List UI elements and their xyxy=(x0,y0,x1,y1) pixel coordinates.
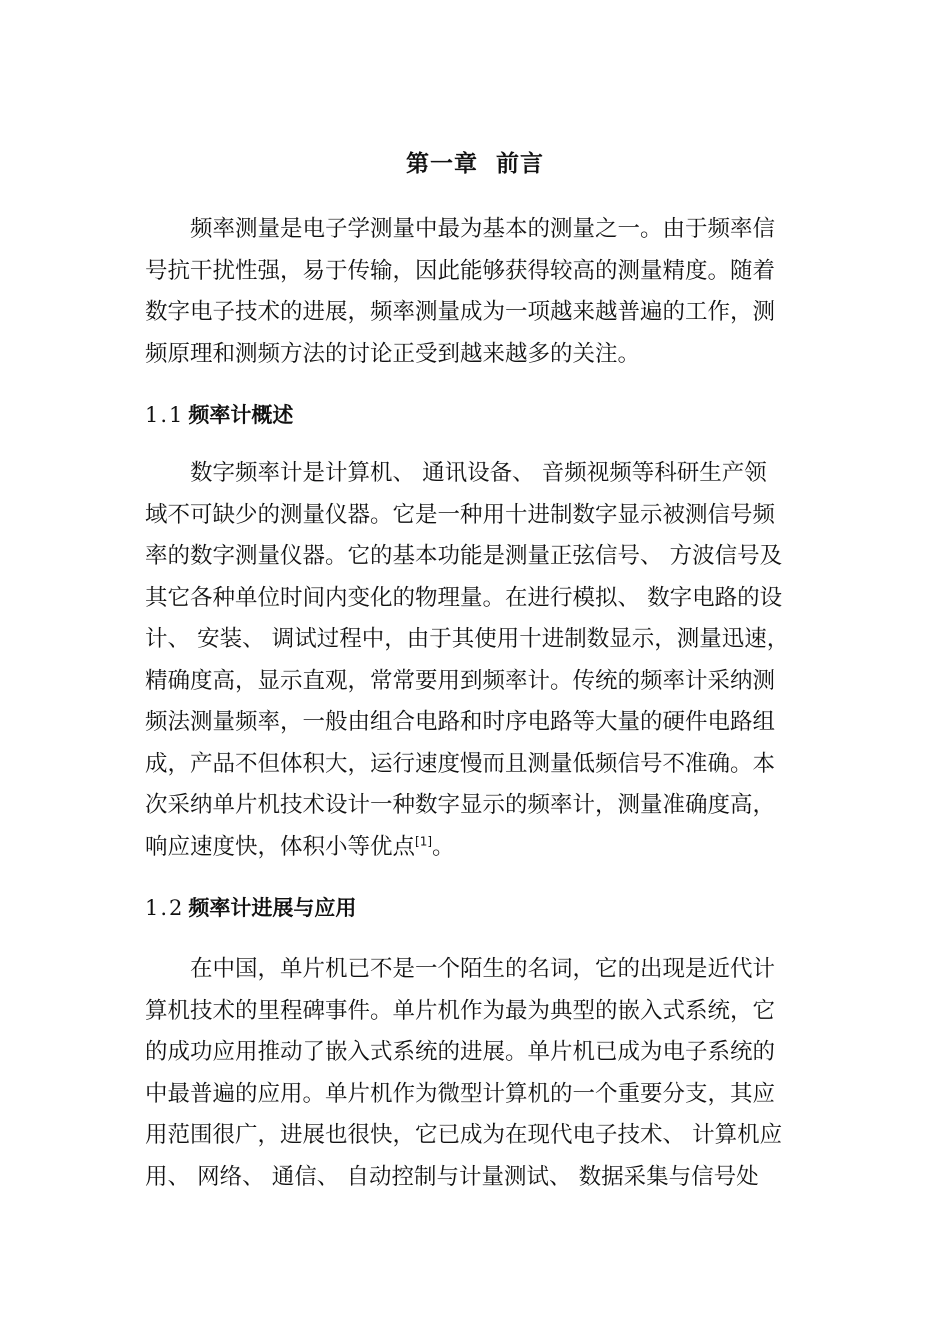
section-title: 频率计进展与应用 xyxy=(188,896,357,920)
paragraph-line: 次采纳单片机技术设计一种数字显示的频率计，测量准确度高， xyxy=(145,792,776,818)
section-1-2-paragraph xyxy=(145,949,810,1198)
section-title: 频率计概述 xyxy=(188,403,294,427)
paragraph-line: 频法测量频率，一般由组合电路和时序电路等大量的硬件电路组 xyxy=(145,709,776,735)
paragraph-line: 成，产品不但体积大，运行速度慢而且测量低频信号不准确。本 xyxy=(145,750,776,777)
line-end: 。 xyxy=(432,833,455,860)
paragraph-line: 频率测量是电子学测量中最为基本的测量之一。由于频率信 xyxy=(190,216,776,242)
paragraph-line: 计、 安装、 调试过程中，由于其使用十进制数显示，测量迅速， xyxy=(145,626,790,652)
paragraph-line: 在中国，单片机已不是一个陌生的名词，它的出现是近代计 xyxy=(190,956,776,982)
section-heading-1-2 xyxy=(145,891,356,925)
paragraph-line: 数字电子技术的进展，频率测量成为一项越来越普遍的工作，测 xyxy=(145,299,776,325)
line-text: 响应速度快，体积小等优点 xyxy=(145,833,416,860)
paragraph-line: 数字频率计是计算机、 通讯设备、 音频视频等科研生产领 xyxy=(190,460,767,486)
paragraph-line: 的成功应用推动了嵌入式系统的进展。单片机已成为电子系统的 xyxy=(145,1039,776,1065)
paragraph-line-last xyxy=(145,827,810,869)
paragraph-line: 用范围很广，进展也很快，它已成为在现代电子技术、 计算机应 xyxy=(145,1122,783,1148)
paragraph-line: 频原理和测频方法的讨论正受到越来越多的关注。 xyxy=(145,340,641,367)
section-number: 1.1 xyxy=(145,403,185,427)
citation-marker[interactable]: [1] xyxy=(415,834,433,848)
section-1-1-paragraph xyxy=(145,453,810,868)
paragraph-line: 用、 网络、 通信、 自动控制与计量测试、 数据采集与信号处 xyxy=(145,1163,759,1190)
section-heading-1-1 xyxy=(145,398,293,432)
paragraph-line: 号抗干扰性强，易于传输，因此能够获得较高的测量精度。随着 xyxy=(145,257,776,284)
section-number: 1.2 xyxy=(145,896,185,920)
intro-paragraph xyxy=(145,209,810,375)
paragraph-line: 其它各种单位时间内变化的物理量。在进行模拟、 数字电路的设 xyxy=(145,584,783,611)
paragraph-line: 域不可缺少的测量仪器。它是一种用十进制数字显示被测信号频 xyxy=(145,501,776,528)
paragraph-line: 算机技术的里程碑事件。单片机作为最为典型的嵌入式系统，它 xyxy=(145,997,776,1024)
paragraph-line: 精确度高，显示直观，常常要用到频率计。传统的频率计采纳测 xyxy=(145,667,776,694)
paragraph-line: 率的数字测量仪器。它的基本功能是测量正弦信号、 方波信号及 xyxy=(145,543,783,569)
chapter-title: 第一章 前言 xyxy=(405,151,544,177)
paragraph-line: 中最普遍的应用。单片机作为微型计算机的一个重要分支，其应 xyxy=(145,1080,776,1107)
